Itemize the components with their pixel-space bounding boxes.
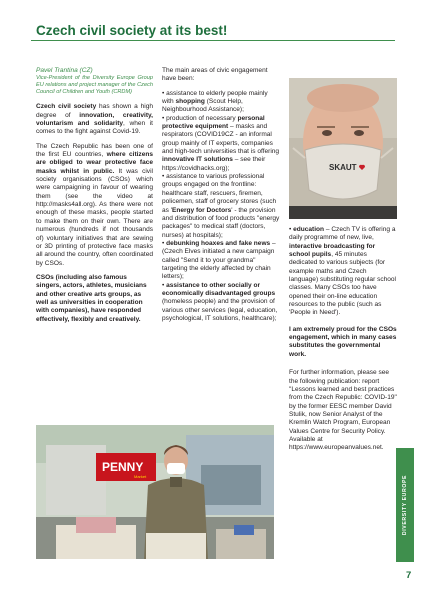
education-item <box>289 226 397 318</box>
paragraph-intro <box>36 103 153 136</box>
volunteer-photo-illustration <box>36 425 274 559</box>
list-item <box>162 115 280 173</box>
bold-text: shopping <box>175 98 205 106</box>
list-item <box>162 240 280 282</box>
bold-text: innovative IT solutions <box>162 156 233 164</box>
text: • assistance to various professional groups engaged on the frontline: healthcare staff, rescuers, firemen, policemen, staff of grocery stores (such as ' <box>162 173 277 214</box>
photo-volunteer-shop <box>36 425 274 559</box>
bold-text: interactive broadcasting for school pupils <box>289 242 376 259</box>
text: – masks and respirators (COVID19CZ - an informal group mainly of IT experts, companies and high-tech universities that is offering <box>162 123 280 156</box>
shop-sign-text: PENNY <box>102 460 144 474</box>
list-item <box>162 90 280 115</box>
engagement-intro: The main areas of civic engagement have been: <box>162 67 268 83</box>
text: , 45 minutes dedicated to various subjects (for example maths and Czech language) substituting regular school classes. Many CSOs too have opened their on-line education resources to the public (such as 'People in Need'). <box>289 251 397 317</box>
paragraph-csos: CSOs (including also famous singers, actors, athletes, musicians and other creative arts groups, as well as universities in cooperation with companies), have responded effectively, flexibly and creatively. <box>36 273 147 323</box>
author-name: Pavel Trantina (CZ) <box>36 67 93 74</box>
bold-text: assistance to other socially or economically disadvantaged groups <box>162 281 276 297</box>
text: has shown a high degree of <box>36 103 153 119</box>
photo-man-with-mask <box>289 78 397 219</box>
engagement-list <box>162 90 280 324</box>
text: , when it comes to the fight against Covid-19. <box>36 120 153 136</box>
mask-logo-text: SKAUT <box>329 163 357 172</box>
text: • assistance to elderly people mainly with <box>162 89 268 106</box>
text: (Scout Help, Neighbourhood Assistance); <box>162 98 244 114</box>
text: • production of necessary <box>162 114 238 122</box>
section-sidebar <box>396 448 414 562</box>
text: • <box>289 226 294 233</box>
bold-text: innovation, creativity, voluntarism and solidarity <box>36 111 153 128</box>
text: – see their https://covidhacks.org); <box>162 156 266 172</box>
text: The Czech Republic has been one of the first EU countries, <box>36 142 153 159</box>
bold-text: Energy for Doctors <box>171 206 232 214</box>
paragraph-masks <box>36 143 153 268</box>
bold-text: education <box>293 226 325 233</box>
bold-text: where citizens are obliged to wear protective face masks whilst in public. <box>36 151 153 175</box>
proud-statement: I am extremely proud for the CSOs engagement, which in many cases substitutes the governmental work. <box>289 325 397 358</box>
author-block <box>36 67 153 96</box>
text: – (Czech Elves initiated a new campaign called "Send it to your grandma" targeting the elderly affected by chain letters); <box>162 239 276 281</box>
further-information: For further information, please see the following publication: report "Lessons learned and best practices from the Czech Republic: COVID-19" by the former EESC member David Stulik, now Senior Analyst of the Kremlin Watch Program, European Values Centre for Security Policy. Available at https://www.europeanvalues.net. <box>289 369 397 452</box>
bold-text: Czech civil society <box>36 103 97 111</box>
column-2 <box>162 67 280 323</box>
text: It was civil society organisations (CSOs) which were campaigning in favour of wearing them (see the video at http://masks4all.org). As there were not enough of these masks, people started to make them on their own. There are numerous (hundreds if not thousands of) voluntary initiatives that are sewing or 3D printing of protective face masks all around the country, often coordinated by CSOs. <box>36 167 153 267</box>
article-title: Czech civil society at its best! <box>36 23 228 38</box>
text: • <box>162 281 167 289</box>
text: ' - the provision and distribution of food products "energy packages" to medical staff (doctors, nurses) at hospitals); <box>162 206 280 239</box>
bold-text: debunking hoaxes and fake news <box>166 239 271 247</box>
list-item <box>162 282 280 324</box>
shop-sign-subtext: Market <box>134 474 147 479</box>
sidebar-label: DIVERSITY EUROPE <box>402 474 408 536</box>
text: • <box>162 239 167 247</box>
column-3 <box>289 226 397 459</box>
bold-text: personal protective equipment <box>162 114 265 131</box>
text: (homeless people) and the provision of various other services (legal, education, psychological, IT solutions, healthcare); <box>162 298 278 322</box>
column-1 <box>36 67 153 330</box>
page-number: 7 <box>406 570 412 581</box>
list-item <box>162 173 280 240</box>
text: – Czech TV is offering a daily programme of new, live, <box>289 226 396 242</box>
title-divider <box>31 40 395 41</box>
author-title: Vice-President of the Diversity Europe Group EU relations and project manager of the Czech Council of Children and Youth (CRDM) <box>36 75 153 96</box>
mask-photo-illustration <box>289 78 397 219</box>
